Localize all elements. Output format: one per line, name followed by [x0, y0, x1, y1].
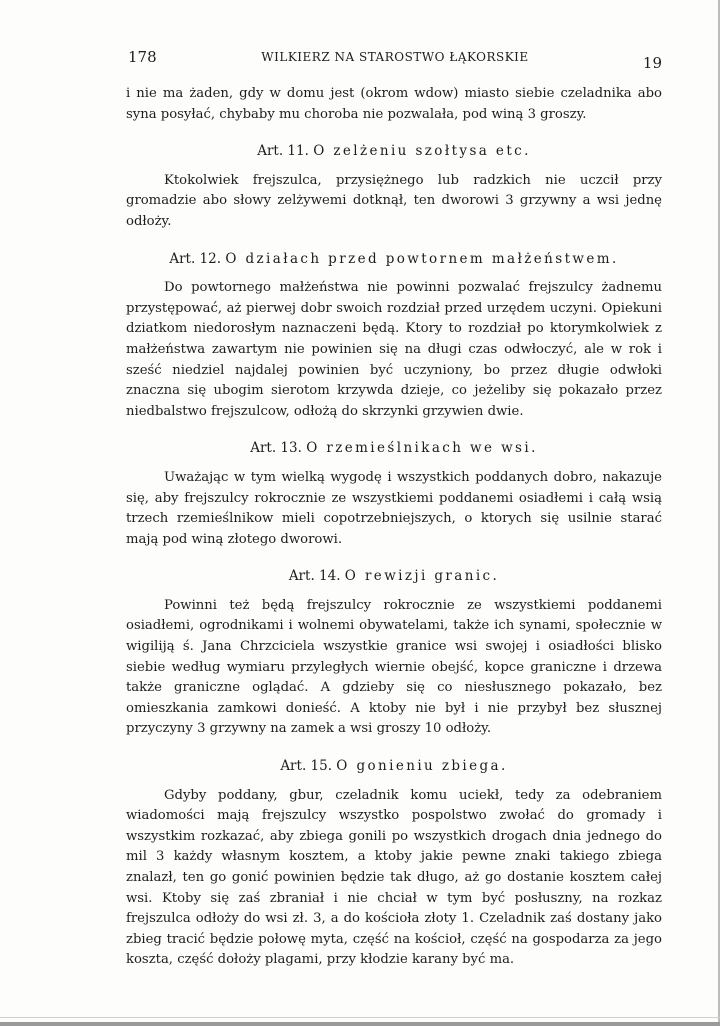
- page-edge-line: [0, 1017, 720, 1018]
- article-title: O zelżeniu szołtysa etc.: [313, 143, 531, 160]
- article-paragraph: Gdyby poddany, gbur, czeladnik komu uciekł, tedy za odebraniem wiadomości mają frejszulcy wszystko pospolstwo zwołać do gromady i wszystkim rozkazać, aby zbiega gonili po wszystkich drogach dnia jednego do mil 3 każdy własnym kosztem, a ktoby jakie pewne znaki takiego zbiega znalazł, ten go gonić powinien będzie tak długo, aż go dostanie kosztem całej wsi. Ktoby się zaś zbraniał i nie chciał w tym być posłuszny, na rozkaz frejszulca odłoży do wsi zł. 3, a do kościoła złoty 1. Czeladnik zaś dostany jako zbieg tracić będzie połowę myta, część na kościoł, część na gospodarza za jego koszta, część dołoży plagami, przy kłodzie karany być ma.: [126, 787, 662, 968]
- article-paragraph: Powinni też będą frejszulcy rokrocznie ze wszystkiemi poddanemi osiadłemi, ogrodnikami i wolnemi obywatelami, także ich synami, społecznie w wigiliją ś. Jana Chrzciciela wszystkie granice wsi swojej i osiadłości blisko siebie według wymiaru przyległych wiernie obejść, kopce graniczne i drzewa także graniczne oglądać. A gdzieby się co niesłusznego pokazało, bez omieszkania zamkowi donieść. A ktoby nie był i nie przybył bez słusznej przyczyny 3 grzywny na zamek a wsi groszy 10 odłoży.: [126, 597, 662, 737]
- article-paragraph: Ktokolwiek frejszulca, przysiężnego lub radzkich nie uczcił przy gromadzie abo słowy zelżywemi dotknął, ten dworowi 3 grzywny a wsi jednę odłoży.: [126, 172, 662, 229]
- article-heading: [126, 249, 662, 270]
- article-title: O działach przed powtornem małżeństwem.: [225, 250, 619, 267]
- page-edge-bottom: [0, 1022, 720, 1026]
- article-number: Art. 15.: [280, 758, 332, 775]
- article-number: Art. 11.: [257, 143, 309, 160]
- article-heading: [126, 566, 662, 587]
- article-title: O rewizji granic.: [344, 568, 500, 585]
- page-number-right: 19: [642, 54, 662, 72]
- article-paragraph: Uważając w tym wielką wygodę i wszystkich poddanych dobro, nakazuje się, aby frejszulcy rokrocznie ze wszystkiemi poddanemi osiadłemi i całą wsią trzech rzemieślnikow mieli copotrzebniejszych, o ktorych się usilnie starać mają pod winą złotego dworowi.: [126, 469, 662, 547]
- article-number: Art. 13.: [250, 440, 302, 457]
- article-heading: [126, 438, 662, 459]
- article-heading: [126, 756, 662, 777]
- article-number: Art. 12.: [169, 250, 222, 267]
- running-header: [128, 48, 662, 70]
- article-title: O rzemieślnikach we wsi.: [306, 440, 538, 457]
- running-title: WILKIERZ NA STAROSTWO ŁĄKORSKIE: [261, 50, 529, 64]
- article-paragraph: Do powtornego małżeństwa nie powinni pozwalać frejszulcy żadnemu przystępować, aż pierwej dobr swoich rozdział przed urzędem uczyni. Opiekuni dziatkom niedorosłym naznaczeni będą. Ktory to rozdział po ktorymkolwiek z małżeństwa zawartym nie powinien się na długi czas odwłoczyć, ale w rok i sześć niedziel najdalej powinien być uczyniony, bo przez długie odwłoki znaczna się ubogim sierotom krzywda dzieje, co jeżeliby się pokazało przez niedbalstwo frejszulcow, odłożą do skrzynki grzywien dwie.: [126, 280, 662, 419]
- article-number: Art. 14.: [288, 568, 341, 585]
- page-number-left: 178: [128, 48, 157, 66]
- article-title: O gonieniu zbiega.: [336, 758, 508, 775]
- body-text: [126, 84, 662, 971]
- intro-paragraph: i nie ma żaden, gdy w domu jest (okrom wdow) miasto siebie czeladnika abo syna posyłać, chybaby mu choroba nie pozwalała, pod winą 3 groszy.: [126, 86, 662, 122]
- article-heading: [126, 141, 662, 162]
